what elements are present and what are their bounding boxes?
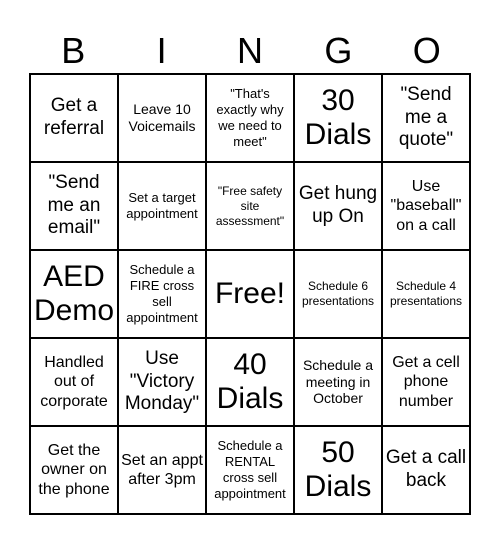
cell-text: Schedule 6 presentations: [301, 279, 375, 308]
cell-text: 40 Dials: [216, 347, 284, 415]
bingo-cell-r5c3[interactable]: [206, 426, 294, 514]
bingo-cell-r1c2[interactable]: [118, 74, 206, 162]
bingo-cell-r1c4[interactable]: [294, 74, 382, 162]
cell-text: Schedule a meeting in October: [302, 356, 374, 407]
cell-text: Get hung up On: [298, 183, 378, 227]
bingo-cell-r2c2[interactable]: [118, 162, 206, 250]
bingo-cell-r3c1[interactable]: [30, 250, 118, 338]
bingo-cell-r1c5[interactable]: [382, 74, 470, 162]
bingo-cell-r3c4[interactable]: [294, 250, 382, 338]
cell-text: 30 Dials: [304, 83, 372, 151]
bingo-cell-r5c5[interactable]: [382, 426, 470, 514]
header-letter-i: I: [156, 30, 167, 71]
bingo-cell-r4c4[interactable]: [294, 338, 382, 426]
bingo-cell-r5c1[interactable]: [30, 426, 118, 514]
cell-text: Get a call back: [385, 447, 467, 491]
cell-text: AED Demo: [33, 259, 115, 327]
bingo-cell-r4c1[interactable]: [30, 338, 118, 426]
bingo-header: [29, 26, 471, 76]
bingo-cell-r2c3[interactable]: [206, 162, 294, 250]
bingo-board: [29, 73, 471, 515]
cell-text: Use "Victory Monday": [124, 347, 200, 415]
bingo-cell-r5c4[interactable]: [294, 426, 382, 514]
cell-text: Get a cell phone number: [392, 354, 460, 410]
bingo-cell-r2c4[interactable]: [294, 162, 382, 250]
cell-text: "That's exactly why we need to meet": [216, 85, 284, 150]
cell-text: "Send me an email": [47, 171, 101, 239]
header-letter-b: B: [61, 30, 86, 71]
cell-text: Use "baseball" on a call: [390, 178, 462, 234]
bingo-cell-r4c5[interactable]: [382, 338, 470, 426]
cell-text: Leave 10 Voicemails: [128, 101, 196, 134]
cell-text: Set an appt after 3pm: [121, 451, 203, 488]
cell-text: Handled out of corporate: [40, 354, 108, 410]
header-letter-n: N: [236, 30, 263, 71]
cell-text: Free!: [214, 276, 286, 310]
cell-text: Set a target appointment: [126, 189, 198, 221]
cell-text: Schedule 4 presentations: [389, 279, 463, 308]
cell-text: Schedule a FIRE cross sell appointment: [126, 261, 198, 326]
bingo-cell-r2c5[interactable]: [382, 162, 470, 250]
header-letter-o: O: [412, 30, 441, 71]
bingo-cell-r4c2[interactable]: [118, 338, 206, 426]
bingo-cell-r5c2[interactable]: [118, 426, 206, 514]
bingo-cell-r3c5[interactable]: [382, 250, 470, 338]
cell-text: Get the owner on the phone: [38, 442, 110, 498]
cell-text: "Free safety site assessment": [215, 183, 285, 228]
bingo-cell-r3c3-free[interactable]: [206, 250, 294, 338]
cell-text: 50 Dials: [304, 435, 372, 503]
bingo-cell-r1c3[interactable]: [206, 74, 294, 162]
bingo-cell-r2c1[interactable]: [30, 162, 118, 250]
bingo-cell-r3c2[interactable]: [118, 250, 206, 338]
bingo-cell-r4c3[interactable]: [206, 338, 294, 426]
bingo-cell-r1c1[interactable]: [30, 74, 118, 162]
cell-text: Schedule a RENTAL cross sell appointment: [214, 437, 286, 502]
cell-text: "Send me a quote": [398, 83, 454, 151]
cell-text: Get a referral: [43, 95, 105, 139]
header-letter-g: G: [324, 30, 353, 71]
